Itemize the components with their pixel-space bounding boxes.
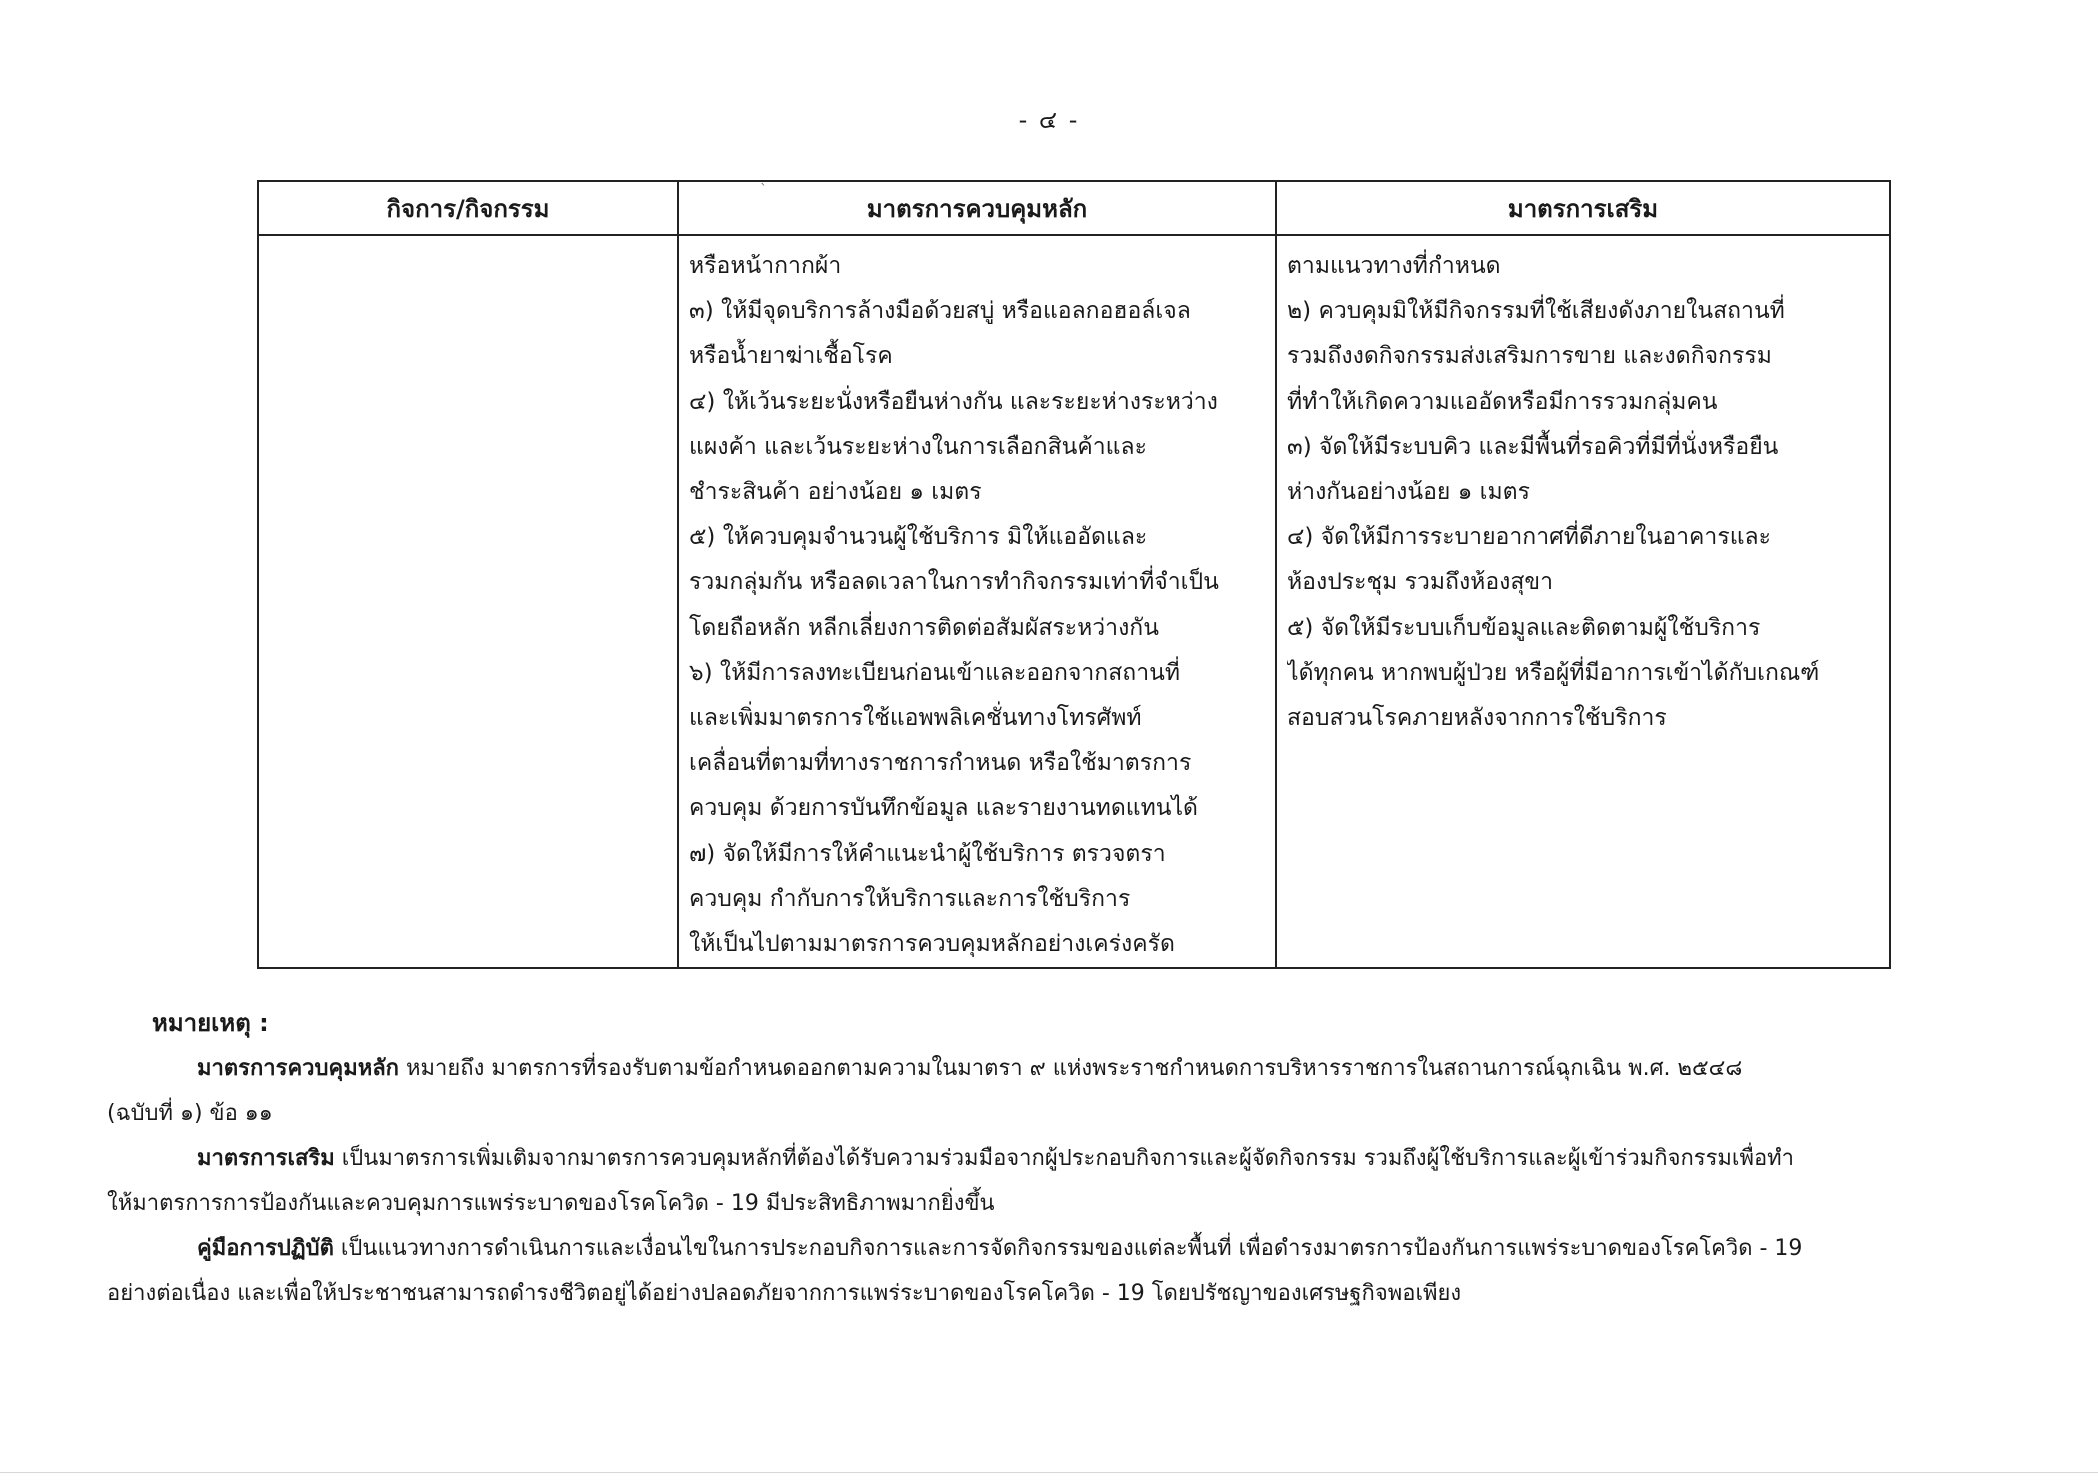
- note-term: มาตรการเสริม: [197, 1146, 335, 1171]
- note-text: หมายถึง มาตรการที่รองรับตามข้อกำหนดออกตามความในมาตรา ๙ แห่งพระราชกำหนดการบริหารราชการในสถานการณ์ฉุกเฉิน พ.ศ. ๒๕๔๘: [399, 1056, 1743, 1081]
- supplementary-measure-line: ๒) ควบคุมมิให้มีกิจกรรมที่ใช้เสียงดังภายในสถานที่: [1287, 298, 1785, 325]
- note-line: [152, 1226, 1987, 1271]
- page-number: - ๔ -: [1018, 106, 1080, 134]
- main-measure-line: ควบคุม กำกับการให้บริการและการใช้บริการ: [689, 885, 1131, 912]
- main-measures-cell: [678, 235, 1276, 968]
- measures-table: [257, 180, 1891, 969]
- header-activity: กิจการ/กิจกรรม: [258, 181, 678, 235]
- note-supplementary-measures: [107, 1136, 1987, 1226]
- main-measure-line: หรือหน้ากากผ้า: [689, 253, 842, 279]
- note-line: (ฉบับที่ ๑) ข้อ ๑๑: [107, 1101, 273, 1126]
- main-measure-line: เคลื่อนที่ตามที่ทางราชการกำหนด หรือใช้มาตรการ: [689, 750, 1192, 777]
- main-measure-line: ๓) ให้มีจุดบริการล้างมือด้วยสบู่ หรือแอลกอฮอล์เจล: [689, 298, 1191, 325]
- main-measure-line: รวมกลุ่มกัน หรือลดเวลาในการทำกิจกรรมเท่าที่จำเป็น: [689, 569, 1219, 596]
- main-measure-line: แผงค้า และเว้นระยะห่างในการเลือกสินค้าและ: [689, 433, 1147, 460]
- main-measure-line: ควบคุม ด้วยการบันทึกข้อมูล และรายงานทดแทนได้: [689, 795, 1198, 822]
- notes-heading: หมายเหตุ :: [152, 1009, 269, 1037]
- header-supplementary-measures: มาตรการเสริม: [1276, 181, 1890, 235]
- note-main-measures: [107, 1046, 1987, 1136]
- note-line: [152, 1136, 1987, 1181]
- main-measure-line: และเพิ่มมาตรการใช้แอพพลิเคชั่นทางโทรศัพท์: [689, 705, 1142, 732]
- note-line: [152, 1046, 1987, 1091]
- scan-mark: ˎ: [760, 170, 767, 186]
- supplementary-measure-line: ได้ทุกคน หากพบผู้ป่วย หรือผู้ที่มีอาการเข้าได้กับเกณฑ์: [1287, 659, 1820, 686]
- notes-section: [107, 1000, 1987, 1316]
- activity-cell: [258, 235, 678, 968]
- main-measure-line: โดยถือหลัก หลีกเลี่ยงการติดต่อสัมผัสระหว่างกัน: [689, 614, 1159, 641]
- note-practice-manual: [107, 1226, 1987, 1316]
- supplementary-measure-line: ห้องประชุม รวมถึงห้องสุขา: [1287, 569, 1554, 596]
- main-measure-line: ๕) ให้ควบคุมจำนวนผู้ใช้บริการ มิให้แออัดและ: [689, 524, 1148, 551]
- table-row: [258, 235, 1890, 968]
- scan-edge-line: [0, 1472, 2098, 1473]
- supplementary-measure-line: ห่างกันอย่างน้อย ๑ เมตร: [1287, 479, 1530, 506]
- supplementary-measure-line: ๔) จัดให้มีการระบายอากาศที่ดีภายในอาคารและ: [1287, 524, 1771, 551]
- note-term: มาตรการควบคุมหลัก: [197, 1056, 400, 1081]
- main-measure-line: ๖) ให้มีการลงทะเบียนก่อนเข้าและออกจากสถานที่: [689, 659, 1180, 686]
- note-term: คู่มือการปฏิบัติ: [197, 1236, 334, 1261]
- main-measure-line: หรือน้ำยาฆ่าเชื้อโรค: [689, 343, 893, 370]
- main-measure-line: ให้เป็นไปตามมาตรการควบคุมหลักอย่างเคร่งครัด: [689, 931, 1175, 958]
- supplementary-measure-line: ๕) จัดให้มีระบบเก็บข้อมูลและติดตามผู้ใช้บริการ: [1287, 614, 1761, 641]
- supplementary-measures-cell: [1276, 235, 1890, 968]
- supplementary-measure-line: ตามแนวทางที่กำหนด: [1287, 253, 1501, 279]
- table-header-row: [258, 181, 1890, 235]
- note-text: เป็นแนวทางการดำเนินการและเงื่อนไขในการประกอบกิจการและการจัดกิจกรรมของแต่ละพื้นที่ เพื่อดำรงมาตรการป้องกันการแพร่ระบาดของโรคโควิด - 19: [333, 1236, 1803, 1261]
- note-line: ให้มาตรการการป้องกันและควบคุมการแพร่ระบาดของโรคโควิด - 19 มีประสิทธิภาพมากยิ่งขึ้น: [107, 1191, 995, 1216]
- main-measure-line: ๗) จัดให้มีการให้คำแนะนำผู้ใช้บริการ ตรวจตรา: [689, 840, 1166, 867]
- supplementary-measure-line: ที่ทำให้เกิดความแออัดหรือมีการรวมกลุ่มคน: [1287, 388, 1718, 415]
- supplementary-measure-line: ๓) จัดให้มีระบบคิว และมีพื้นที่รอคิวที่มีที่นั่งหรือยืน: [1287, 433, 1779, 460]
- supplementary-measure-line: รวมถึงงดกิจกรรมส่งเสริมการขาย และงดกิจกรรม: [1287, 343, 1772, 370]
- main-measure-line: ชำระสินค้า อย่างน้อย ๑ เมตร: [689, 479, 982, 506]
- note-text: เป็นมาตรการเพิ่มเติมจากมาตรการควบคุมหลักที่ต้องได้รับความร่วมมือจากผู้ประกอบกิจการและผู้จัดกิจกรรม รวมถึงผู้ใช้บริการและผู้เข้าร่วมกิจกรรมเพื่อทำ: [334, 1146, 1795, 1171]
- note-line: อย่างต่อเนื่อง และเพื่อให้ประชาชนสามารถดำรงชีวิตอยู่ได้อย่างปลอดภัยจากการแพร่ระบาดของโรคโควิด - 19 โดยปรัชญาของเศรษฐกิจพอเพียง: [107, 1281, 1462, 1306]
- main-measure-line: ๔) ให้เว้นระยะนั่งหรือยืนห่างกัน และระยะห่างระหว่าง: [689, 388, 1218, 415]
- supplementary-measure-line: สอบสวนโรคภายหลังจากการใช้บริการ: [1287, 705, 1667, 732]
- header-main-measures: มาตรการควบคุมหลัก: [678, 181, 1276, 235]
